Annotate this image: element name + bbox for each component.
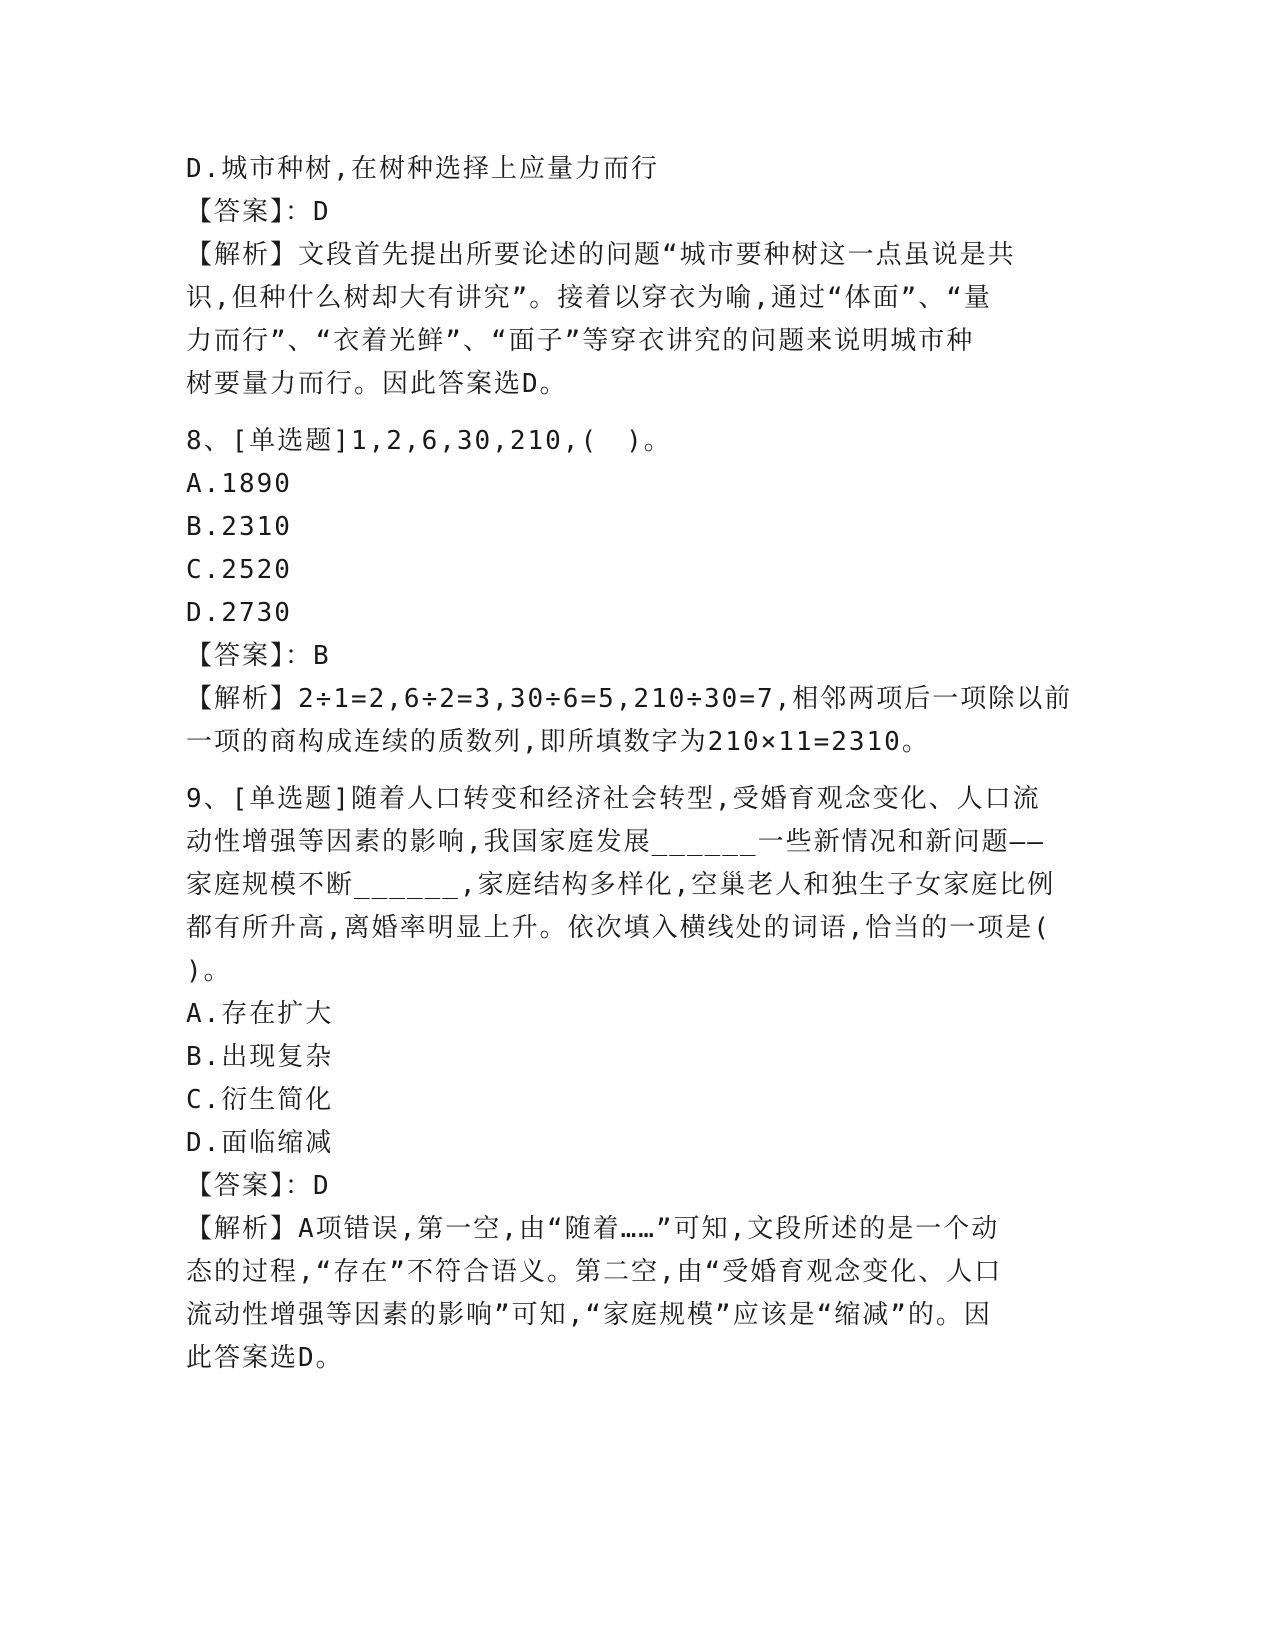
question-9-block — [186, 778, 1086, 1380]
q9-question-line-3: 家庭规模不断______,家庭结构多样化,空巢老人和独生子女家庭比例 — [186, 870, 1056, 900]
q8-analysis-line-2: 一项的商构成连续的质数列,即所填数字为210×11=2310。 — [186, 727, 930, 757]
q9-question-line-2: 动性增强等因素的影响,我国家庭发展______一些新情况和新问题—— — [186, 827, 1045, 857]
q9-question-line-5: )。 — [186, 956, 232, 986]
q8-option-a: A.1890 — [186, 469, 292, 499]
document-page — [186, 148, 1086, 1380]
q9-option-c: C.衍生简化 — [186, 1085, 334, 1115]
q8-answer: 【答案】：B — [186, 641, 331, 671]
q8-analysis-line-1: 【解析】2÷1=2,6÷2=3,30÷6=5,210÷30=7,相邻两项后一项除以前 — [186, 684, 1073, 714]
q9-analysis-line-2: 态的过程,“存在”不符合语义。第二空,由“受婚育观念变化、人口 — [186, 1257, 1003, 1287]
q8-question: 8、[单选题]1,2,6,30,210,( )。 — [186, 426, 672, 456]
q7-answer: 【答案】：D — [186, 197, 331, 227]
q9-analysis-line-4: 此答案选D。 — [186, 1343, 344, 1373]
q8-option-b: B.2310 — [186, 512, 292, 542]
q9-question-line-1: 9、[单选题]随着人口转变和经济社会转型,受婚育观念变化、人口流 — [186, 784, 1041, 814]
q7-analysis-line-4: 树要量力而行。因此答案选D。 — [186, 369, 568, 399]
q8-option-d: D.2730 — [186, 598, 292, 628]
q8-option-c: C.2520 — [186, 555, 292, 585]
question-7-block — [186, 148, 1086, 406]
q9-question-line-4: 都有所升高,离婚率明显上升。依次填入横线处的词语,恰当的一项是( — [186, 913, 1051, 943]
q9-option-d: D.面临缩减 — [186, 1128, 334, 1158]
q9-analysis-line-3: 流动性增强等因素的影响”可知,“家庭规模”应该是“缩减”的。因 — [186, 1300, 992, 1330]
q7-analysis-line-1: 【解析】文段首先提出所要论述的问题“城市要种树这一点虽说是共 — [186, 240, 1016, 270]
q9-option-b: B.出现复杂 — [186, 1042, 334, 1072]
q7-analysis-line-2: 识,但种什么树却大有讲究”。接着以穿衣为喻,通过“体面”、“量 — [186, 283, 992, 313]
q9-option-a: A.存在扩大 — [186, 999, 334, 1029]
q9-analysis-line-1: 【解析】A项错误,第一空,由“随着……”可知,文段所述的是一个动 — [186, 1214, 1000, 1244]
q7-option-d: D.城市种树,在树种选择上应量力而行 — [186, 154, 659, 184]
q9-answer: 【答案】：D — [186, 1171, 331, 1201]
question-8-block — [186, 420, 1086, 764]
q7-analysis-line-3: 力而行”、“衣着光鲜”、“面子”等穿衣讲究的问题来说明城市种 — [186, 326, 975, 356]
